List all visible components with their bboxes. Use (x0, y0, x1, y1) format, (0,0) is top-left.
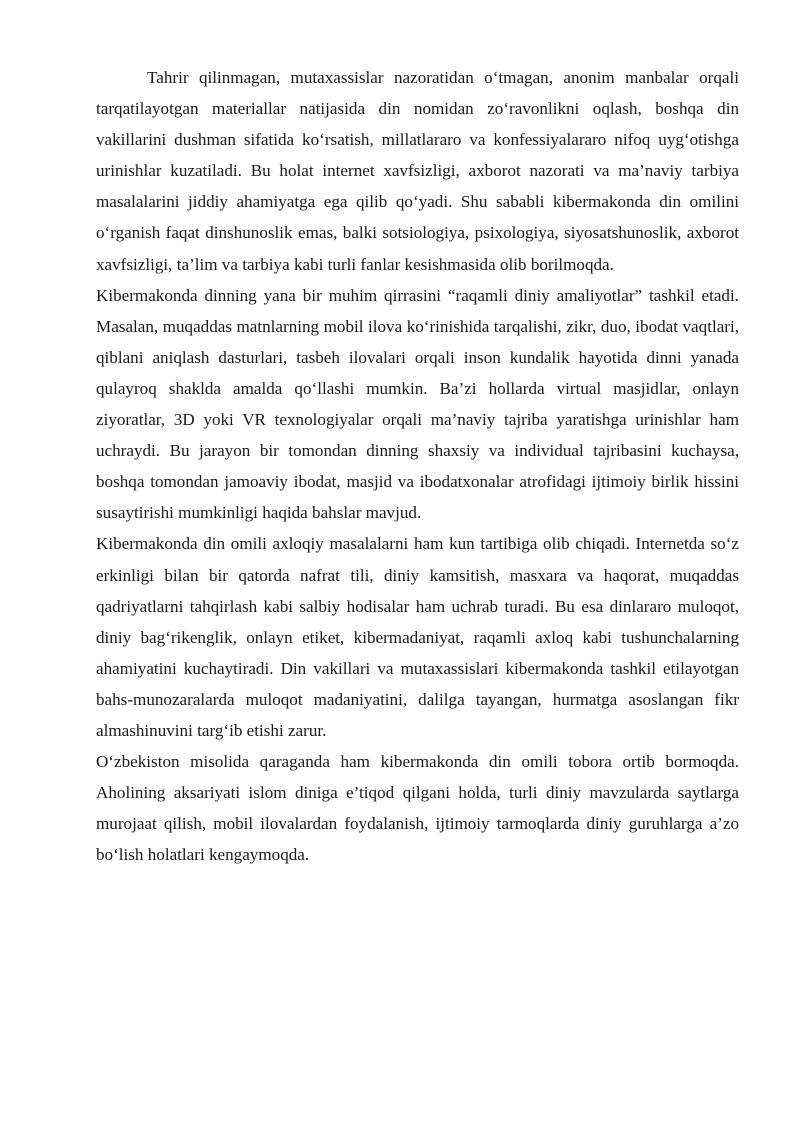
paragraph-online-extremism: Tahrir qilinmagan, mutaxassislar nazoratidan o‘tmagan, anonim manbalar orqali tarqatilayotgan materiallar natijasida din nomidan zo‘ravonlikni oqlash, boshqa din vakillarini dushman sifatida ko‘rsatish, millatlararo va konfessiyalararo nifoq uyg‘otishga urinishlar kuzatiladi. Bu holat internet xavfsizligi, axborot nazorati va ma’naviy tarbiya masalalarini jiddiy ahamiyatga ega qilib qo‘yadi. Shu sababli kibermakonda din omilini o‘rganish faqat dinshunoslik emas, balki sotsiologiya, psixologiya, siyosatshunoslik, axborot xavfsizligi, ta’lim va tarbiya kabi turli fanlar kesishmasida olib borilmoqda. (96, 68, 739, 274)
document-page (96, 62, 739, 870)
paragraph-ethical-issues: Kibermakonda din omili axloqiy masalalarni ham kun tartibiga olib chiqadi. Internetda so‘z erkinligi bilan bir qatorda nafrat tili, diniy kamsitish, masxara va haqorat, muqaddas qadriyatlarni tahqirlash kabi salbiy hodisalar ham uchrab turadi. Bu esa dinlararo muloqot, diniy bag‘rikenglik, onlayn etiket, kibermadaniyat, raqamli axloq kabi tushunchalarning ahamiyatini kuchaytiradi. Din vakillari va mutaxassislari kibermakonda tashkil etilayotgan bahs-munozaralarda muloqot madaniyatini, dalilga tayangan, hurmatga asoslangan fikr almashinuvini targ‘ib etishi zarur. (96, 534, 739, 740)
paragraph-digital-religious-practices: Kibermakonda dinning yana bir muhim qirrasini “raqamli diniy amaliyotlar” tashkil etadi. Masalan, muqaddas matnlarning mobil ilova ko‘rinishida tarqalishi, zikr, duo, ibodat vaqtlari, qiblani aniqlash dasturlari, tasbeh ilovalari orqali inson kundalik hayotida dinni yanada qulayroq shaklda amalda qo‘llashi mumkin. Ba’zi hollarda virtual masjidlar, onlayn ziyoratlar, 3D yoki VR texnologiyalar orqali ma’naviy tajriba yaratishga urinishlar ham uchraydi. Bu jarayon bir tomondan dinning shaxsiy va individual tajribasini kuchaysa, boshqa tomondan jamoaviy ibodat, masjid va ibodatxonalar atrofidagi ijtimoiy birlik hissini susaytirishi mumkinligi haqida bahslar mavjud. (96, 285, 739, 523)
paragraph-uzbekistan-example: O‘zbekiston misolida qaraganda ham kibermakonda din omili tobora ortib bormoqda. Aholining aksariyati islom diniga e’tiqod qilgani holda, turli diniy mavzularda saytlarga murojaat qilish, mobil ilovalardan foydalanish, ijtimoiy tarmoqlarda diniy guruhlarga a’zo bo‘lish holatlari kengaymoqda. (96, 752, 739, 865)
